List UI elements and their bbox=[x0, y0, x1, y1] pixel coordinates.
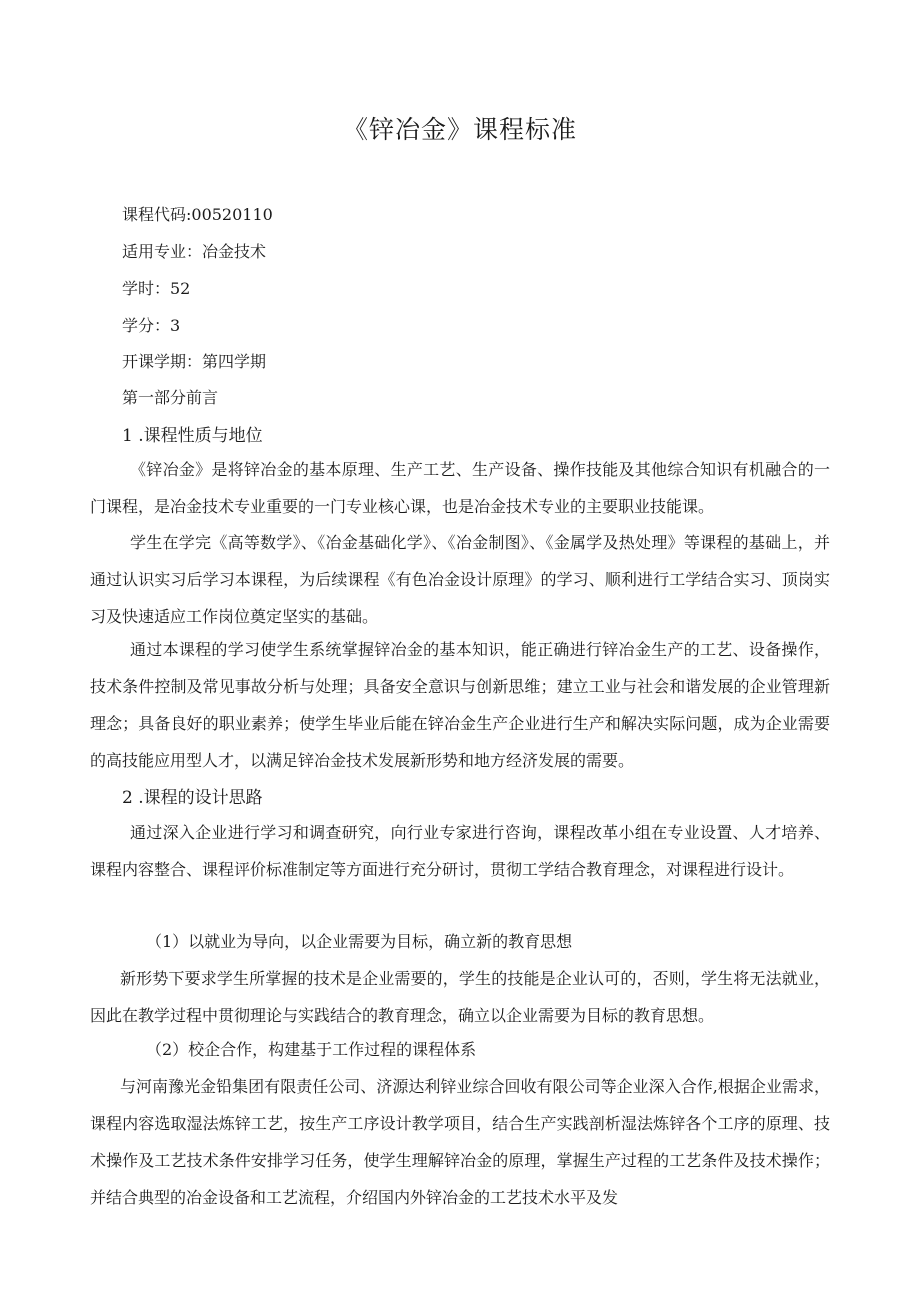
section-1-paragraph-3: 通过本课程的学习使学生系统掌握锌冶金的基本知识，能正确进行锌冶金生产的工艺、设备操作，技术条件控制及常见事故分析与处理；具备安全意识与创新思维；建立工业与社会和谐发展的企业管理新理念；具备良好的职业素养；使学生毕业后能在锌冶金生产企业进行生产和解决实际问题，成为企业需要的高技能应用型人才，以满足锌冶金技术发展新形势和地方经济发展的需要。 bbox=[90, 640, 830, 770]
section-2-subparagraph-1: 新形势下要求学生所掌握的技术是企业需要的，学生的技能是企业认可的，否则，学生将无法就业，因此在教学过程中贯彻理论与实践结合的教育理念，确立以企业需要为目标的教育思想。 bbox=[90, 969, 830, 1025]
course-credits: 学分：3 bbox=[122, 316, 181, 335]
course-hours: 学时：52 bbox=[122, 279, 191, 298]
section-1-paragraph-1: 《锌冶金》是将锌冶金的基本原理、生产工艺、生产设备、操作技能及其他综合知识有机融合的一门课程，是冶金技术专业重要的一门专业核心课，也是冶金技术专业的主要职业技能课。 bbox=[90, 460, 830, 516]
course-code: 课程代码:00520110 bbox=[122, 205, 273, 224]
document-title: 《锌冶金》课程标准 bbox=[342, 115, 577, 144]
section-2-heading: 2 .课程的设计思路 bbox=[122, 788, 263, 808]
course-semester: 开课学期：第四学期 bbox=[122, 352, 267, 371]
section-2-subparagraph-2: 与河南豫光金铅集团有限责任公司、济源达利锌业综合回收有限公司等企业深入合作,根据企业需求，课程内容选取湿法炼锌工艺，按生产工序设计教学项目，结合生产实践剖析湿法炼锌各个工序的原理、技术操作及工艺技术条件安排学习任务，使学生理解锌冶金的原理，掌握生产过程的工艺条件及技术操作；并结合典型的冶金设备和工艺流程，介绍国内外锌冶金的工艺技术水平及发 bbox=[90, 1077, 830, 1207]
section-1-heading: 1 .课程性质与地位 bbox=[122, 426, 263, 446]
section-2-subheading-1: （1）以就业为导向，以企业需要为目标，确立新的教育思想 bbox=[146, 932, 573, 951]
applicable-major: 适用专业：冶金技术 bbox=[122, 242, 267, 261]
part-title: 第一部分前言 bbox=[122, 388, 219, 407]
section-2-paragraph-1: 通过深入企业进行学习和调查研究，向行业专家进行咨询，课程改革小组在专业设置、人才培养、课程内容整合、课程评价标准制定等方面进行充分研讨，贯彻工学结合教育理念，对课程进行设计。 bbox=[90, 823, 830, 879]
section-1-paragraph-2: 学生在学完《高等数学》、《冶金基础化学》、《冶金制图》、《金属学及热处理》等课程的基础上，并通过认识实习后学习本课程，为后续课程《有色冶金设计原理》的学习、顺利进行工学结合实习、顶岗实习及快速适应工作岗位奠定坚实的基础。 bbox=[90, 533, 830, 626]
section-2-subheading-2: （2）校企合作，构建基于工作过程的课程体系 bbox=[146, 1040, 477, 1059]
